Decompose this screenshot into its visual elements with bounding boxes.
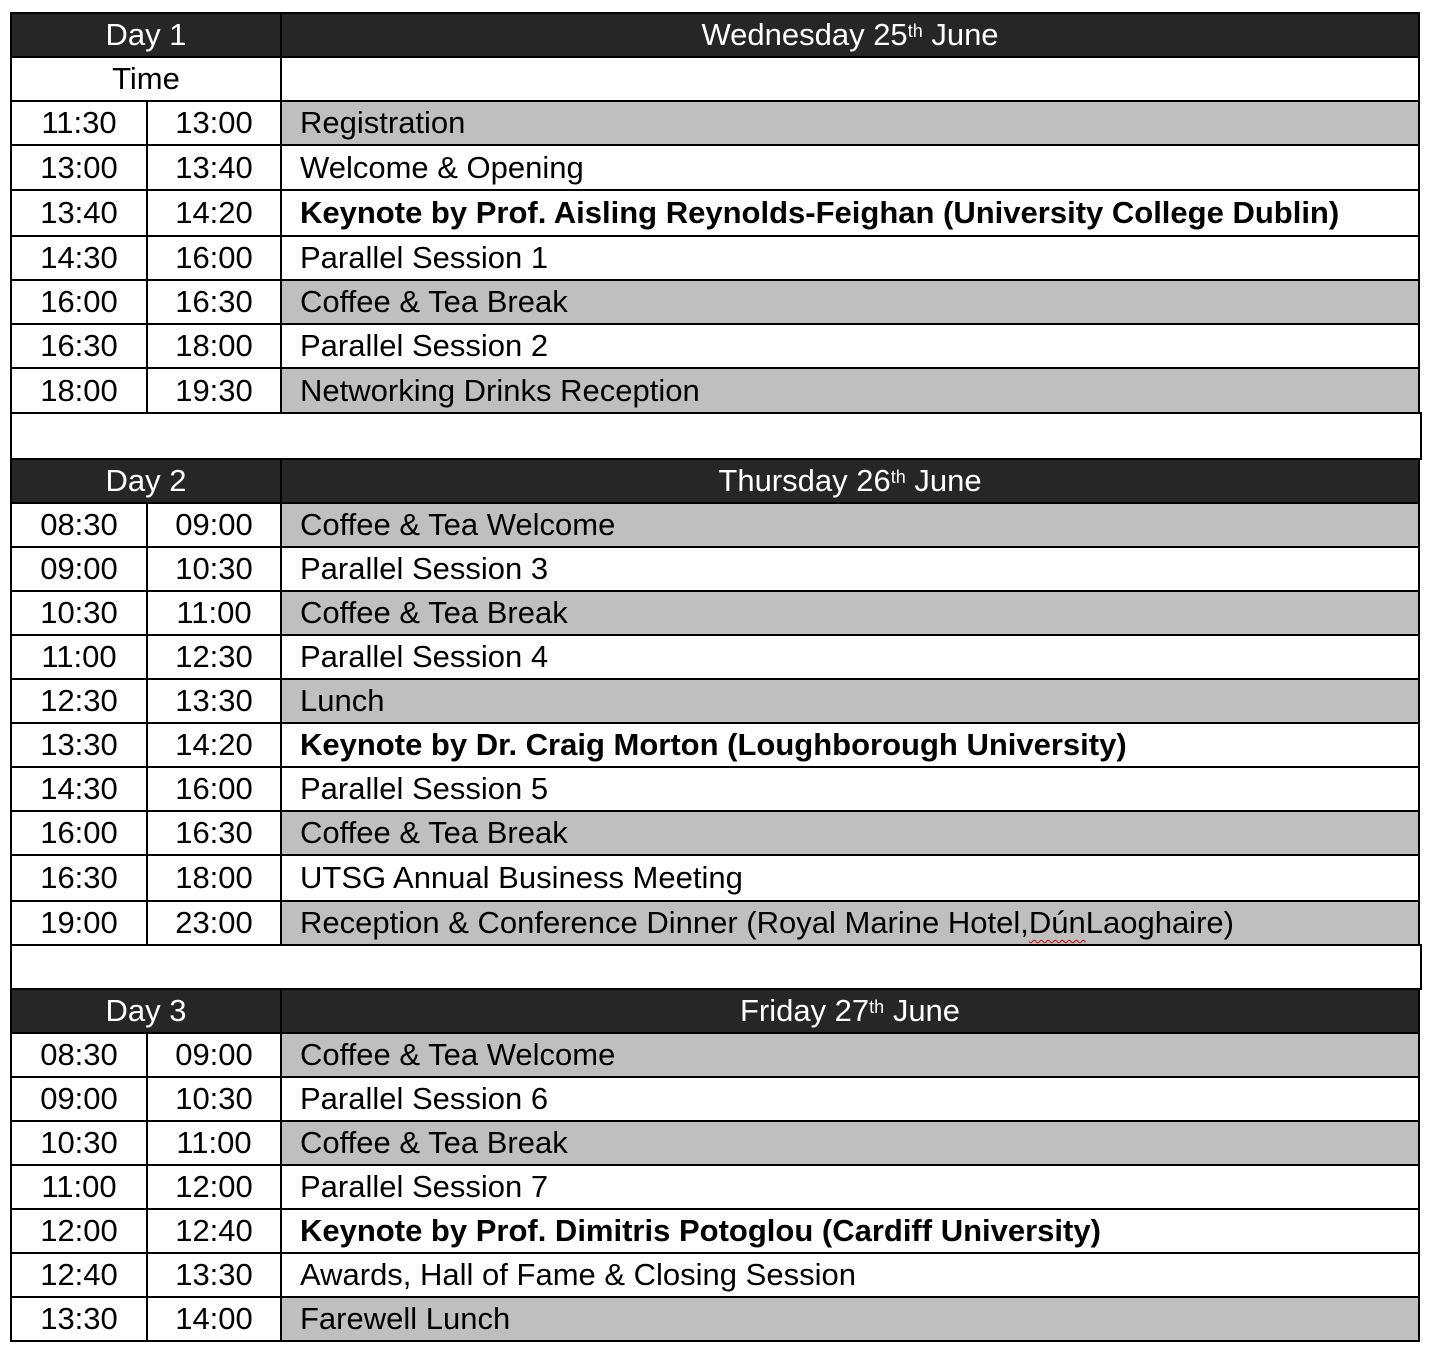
- keynote-label: Keynote by Prof. Aisling Reynolds-Feighan (University College Dublin): [280, 189, 1420, 237]
- table-row: [10, 546, 1420, 592]
- day-3-header: [10, 988, 1420, 1034]
- start-time: 16:00: [10, 279, 148, 325]
- session-label: Coffee & Tea Break: [280, 1120, 1420, 1166]
- session-label: Parallel Session 5: [280, 766, 1420, 812]
- table-row: [10, 100, 1420, 146]
- start-time: 11:00: [10, 634, 148, 680]
- end-time: 18:00: [146, 854, 282, 902]
- start-time: 08:30: [10, 1032, 148, 1078]
- end-time: 13:30: [146, 678, 282, 724]
- session-label: Coffee & Tea Welcome: [280, 502, 1420, 548]
- end-time: 13:00: [146, 100, 282, 146]
- start-time: 16:00: [10, 810, 148, 856]
- table-row: [10, 279, 1420, 325]
- time-header-row: [10, 56, 1420, 102]
- end-time: 19:30: [146, 367, 282, 414]
- end-time: 12:40: [146, 1208, 282, 1254]
- table-row: [10, 1032, 1420, 1078]
- day-label: Day 2: [10, 458, 282, 504]
- end-time: 14:20: [146, 189, 282, 237]
- end-time: 16:30: [146, 810, 282, 856]
- table-row: [10, 1252, 1420, 1298]
- session-label: Parallel Session 7: [280, 1164, 1420, 1210]
- session-label: Parallel Session 3: [280, 546, 1420, 592]
- end-time: 11:00: [146, 590, 282, 636]
- table-row: [10, 235, 1420, 281]
- table-row: [10, 1164, 1420, 1210]
- end-time: 16:00: [146, 235, 282, 281]
- day-date: Thursday 26 $^{th}$ June: [280, 458, 1420, 504]
- end-time: 12:30: [146, 634, 282, 680]
- session-label: Parallel Session 4: [280, 634, 1420, 680]
- table-row: [10, 502, 1420, 548]
- start-time: 13:30: [10, 722, 148, 768]
- session-label: Awards, Hall of Fame & Closing Session: [280, 1252, 1420, 1298]
- start-time: 12:40: [10, 1252, 148, 1298]
- end-time: 12:00: [146, 1164, 282, 1210]
- session-label: Networking Drinks Reception: [280, 367, 1420, 414]
- keynote-label: Keynote by Prof. Dimitris Potoglou (Cardiff University): [280, 1208, 1420, 1254]
- table-row: [10, 722, 1420, 768]
- table-row: [10, 590, 1420, 636]
- start-time: 16:30: [10, 323, 148, 369]
- start-time: 12:30: [10, 678, 148, 724]
- empty-cell: [280, 56, 1420, 102]
- session-label: Farewell Lunch: [280, 1296, 1420, 1342]
- session-label: Parallel Session 1: [280, 235, 1420, 281]
- day-label: Day 3: [10, 988, 282, 1034]
- end-time: 14:00: [146, 1296, 282, 1342]
- keynote-label: Keynote by Dr. Craig Morton (Loughborough University): [280, 722, 1420, 768]
- end-time: 10:30: [146, 546, 282, 592]
- start-time: 11:00: [10, 1164, 148, 1210]
- start-time: 08:30: [10, 502, 148, 548]
- start-time: 14:30: [10, 235, 148, 281]
- end-time: 16:00: [146, 766, 282, 812]
- session-label: Coffee & Tea Break: [280, 279, 1420, 325]
- table-row: [10, 766, 1420, 812]
- table-row: [10, 678, 1420, 724]
- start-time: 11:30: [10, 100, 148, 146]
- day-1-header: [10, 12, 1420, 58]
- end-time: 14:20: [146, 722, 282, 768]
- table-row: [10, 900, 1420, 946]
- empty-cell: [10, 944, 1422, 990]
- start-time: 13:30: [10, 1296, 148, 1342]
- empty-cell: [10, 412, 1422, 460]
- table-row: [10, 1296, 1420, 1342]
- table-row: [10, 634, 1420, 680]
- session-label: UTSG Annual Business Meeting: [280, 854, 1420, 902]
- table-row: [10, 144, 1420, 191]
- start-time: 18:00: [10, 367, 148, 414]
- table-row: [10, 189, 1420, 237]
- table-row: [10, 810, 1420, 856]
- table-row: [10, 323, 1420, 369]
- time-label: Time: [10, 56, 282, 102]
- start-time: 12:00: [10, 1208, 148, 1254]
- day-date: Friday 27 $^{th}$ June: [280, 988, 1420, 1034]
- start-time: 09:00: [10, 1076, 148, 1122]
- day-date: Wednesday 25 $^{th}$ June: [280, 12, 1420, 58]
- end-time: 10:30: [146, 1076, 282, 1122]
- session-label: Lunch: [280, 678, 1420, 724]
- start-time: 16:30: [10, 854, 148, 902]
- end-time: 16:30: [146, 279, 282, 325]
- spacer-row: [10, 412, 1420, 460]
- session-label: Reception & Conference Dinner (Royal Marine Hotel, Dún Laoghaire): [280, 900, 1420, 946]
- end-time: 09:00: [146, 502, 282, 548]
- table-row: [10, 367, 1420, 414]
- start-time: 19:00: [10, 900, 148, 946]
- end-time: 11:00: [146, 1120, 282, 1166]
- end-time: 13:30: [146, 1252, 282, 1298]
- start-time: 10:30: [10, 590, 148, 636]
- start-time: 13:00: [10, 144, 148, 191]
- table-row: [10, 1076, 1420, 1122]
- spacer-row: [10, 944, 1420, 990]
- table-row: [10, 1120, 1420, 1166]
- day-2-header: [10, 458, 1420, 504]
- end-time: 09:00: [146, 1032, 282, 1078]
- start-time: 13:40: [10, 189, 148, 237]
- session-label: Welcome & Opening: [280, 144, 1420, 191]
- table-row: [10, 854, 1420, 902]
- end-time: 18:00: [146, 323, 282, 369]
- session-label: Coffee & Tea Break: [280, 590, 1420, 636]
- session-label: Coffee & Tea Break: [280, 810, 1420, 856]
- end-time: 13:40: [146, 144, 282, 191]
- session-label: Coffee & Tea Welcome: [280, 1032, 1420, 1078]
- session-label: Parallel Session 2: [280, 323, 1420, 369]
- start-time: 10:30: [10, 1120, 148, 1166]
- start-time: 09:00: [10, 546, 148, 592]
- spellcheck-underline: Dún: [1028, 905, 1086, 940]
- start-time: 14:30: [10, 766, 148, 812]
- session-label: Parallel Session 6: [280, 1076, 1420, 1122]
- day-label: Day 1: [10, 12, 282, 58]
- session-label: Registration: [280, 100, 1420, 146]
- end-time: 23:00: [146, 900, 282, 946]
- table-row: [10, 1208, 1420, 1254]
